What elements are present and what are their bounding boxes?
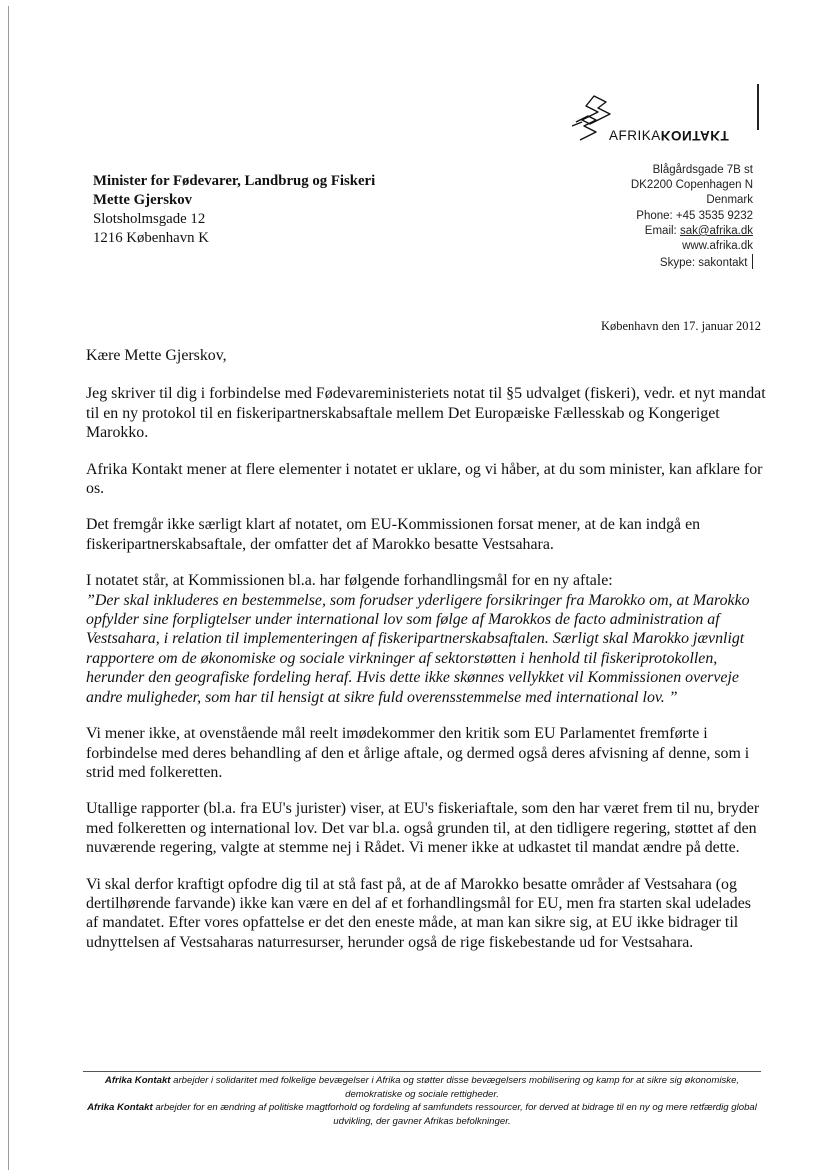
footer-org-1: Afrika Kontakt (104, 1075, 171, 1086)
sender-street: Blågårdsgade 7B st (652, 164, 753, 176)
recipient-address (93, 172, 375, 248)
paragraph-2: Afrika Kontakt mener at flere elementer i notatet er uklare, og vi håber, at du som minister, kan afklare for os. (86, 460, 763, 498)
recipient-name: Mette Gjerskov (93, 192, 193, 208)
sender-city: DK2200 Copenhagen N (630, 179, 753, 192)
sender-web[interactable]: www.afrika.dk (682, 240, 753, 253)
logo-name-left: AFRIKA (609, 128, 661, 143)
footer-divider (83, 1071, 761, 1072)
paragraph-4 (86, 571, 766, 707)
paragraph-6: Utallige rapporter (bl.a. fra EU's jurister) viser, at EU's fiskeriaftale, som den har været frem til nu, bryder med folkeretten og international lov. Det var bl.a. også grunden til, at den tidligere regering, støttet af den nuværende regering, valgte at stemme nej i Rådet. Vi mener ikke at udkastet til mandat ændre på dette. (86, 800, 760, 857)
footer-org-2: Afrika Kontakt (87, 1102, 153, 1113)
letter-date: København den 17. januar 2012 (600, 319, 761, 333)
sender-country: Denmark (706, 194, 753, 207)
salutation: Kære Mette Gjerskov, (86, 347, 227, 364)
logo-divider (757, 84, 759, 130)
skype-divider (752, 254, 754, 269)
footer-line-1 (83, 1074, 761, 1101)
paragraph-5: Vi mener ikke, at ovenstående mål reelt imødekommer den kritik som EU Parlamentet fremførte i forbindelse med deres behandling af den et årlige aftale, og dermed også deres afvisning af denne, som i strid med folkeretten. (86, 725, 750, 781)
recipient-street: Slotsholmsgade 12 (93, 211, 206, 227)
footer (83, 1074, 761, 1128)
footer-text-1: arbejder i solidaritet med folkelige bevægelser i Afrika og støtter disse bevægelsers mobilisering og kamp for at sikre sig økonomiske, demokratiske og sociale rettigheder. (170, 1075, 740, 1100)
footer-line-2 (83, 1101, 761, 1128)
letter-body (86, 346, 766, 969)
sender-skype: Skype: sakontakt (659, 257, 748, 270)
sender-email-row (631, 224, 753, 239)
paragraph-4-quote: ”Der skal inkluderes en bestemmelse, som forudser yderligere forsikringer fra Marokko om, at Marokko opfylder sine forpligtelser under international lov som følge af Marokkos de facto administration af Vestsahara, i relation til implementeringen af fiskeripartnerskabsaftalen. Særligt skal Marokko jævnligt rapportere om de økonomiske og sociale virkninger af sektorstøtten i henhold til fiskeriprotokollen, herunder den geografiske fordeling heraf. Hvis dette ikke skønnes vellykket vil Kommissionen overveje andre muligheder, som har til hensigt at sikre fuld overensstemmelse med international lov. ” (86, 591, 750, 706)
paragraph-3: Det fremgår ikke særligt klart af notatet, om EU-Kommissionen forsat mener, at de kan indgå en fiskeripartnerskabsaftale, der omfatter det af Marokko besatte Vestsahara. (86, 516, 701, 553)
paragraph-4-intro: I notatet står, at Kommissionen bl.a. har følgende forhandlingsmål for en ny aftale: (86, 572, 613, 590)
sender-address (631, 163, 753, 271)
recipient-title: Minister for Fødevarer, Landbrug og Fiskeri (93, 173, 376, 189)
logo-wordmark (609, 128, 729, 143)
sender-phone: Phone: +45 3535 9232 (636, 209, 753, 222)
sender-email-label: Email: (644, 224, 677, 237)
page-edge-line (8, 6, 9, 1170)
paragraph-1: Jeg skriver til dig i forbindelse med Fødevareministeriets notat til §5 udvalget (fiskeri), vedr. et nyt mandat til en ny protokol til en fiskeripartnerskabsaftale mellem Det Europæiske Fællesskab og Kongeriget Marokko. (86, 385, 766, 442)
sender-email-link[interactable]: sak@afrika.dk (679, 224, 753, 237)
footer-text-2: arbejder for en ændring af politiske magtforhold og fordeling af samfundets ressourcer, for derved at bidrage til en ny og mere retfærdig global udvikling, der gavner Afrikas befolkninger. (152, 1102, 757, 1127)
recipient-city: 1216 København K (93, 230, 209, 246)
sender-skype-row (631, 254, 753, 271)
logo-name-right: KONTAKT (660, 128, 730, 143)
paragraph-7: Vi skal derfor kraftigt opfodre dig til at stå fast på, at de af Marokko besatte områder af Vestsahara (og dertilhørende farvande) ikke kan være en del af et forhandlingsmål for EU, men fra starten skal udelades af mandatet. Efter vores opfattelse er det den eneste måde, at man kan sikre sig, at EU ikke bidrager til udnyttelsen af Vestsaharas naturresurser, herunder også de rige fiskebestande ud for Vestsahara. (86, 875, 751, 951)
